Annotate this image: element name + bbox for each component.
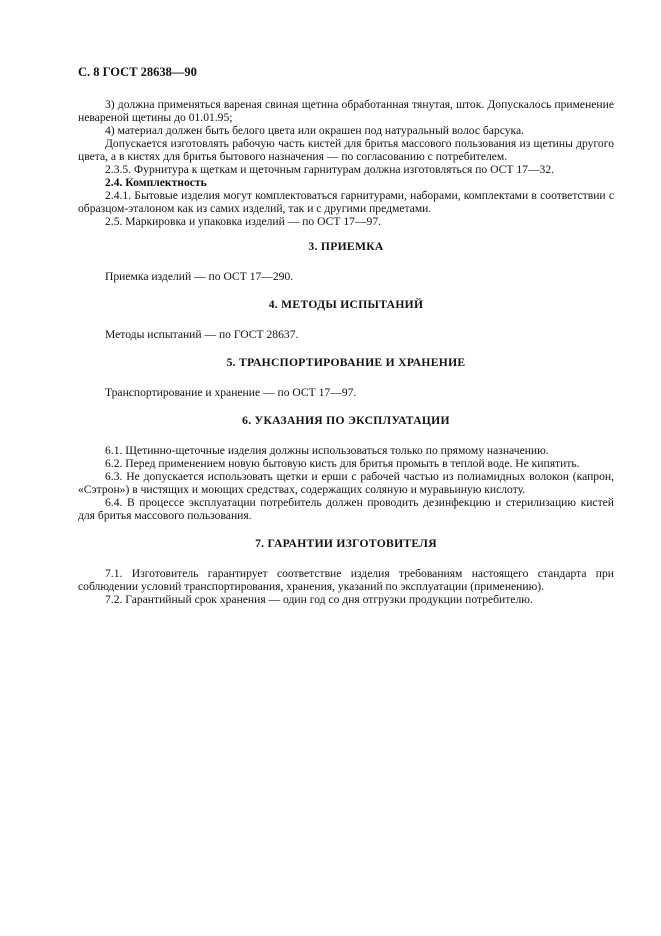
section-heading: 6. УКАЗАНИЯ ПО ЭКСПЛУАТАЦИИ — [242, 414, 450, 427]
section-7-body — [78, 567, 614, 606]
section-heading: 7. ГАРАНТИИ ИЗГОТОВИТЕЛЯ — [255, 537, 437, 550]
paragraph: 2.5. Маркировка и упаковка изделий — по ОСТ 17—97. — [105, 215, 382, 228]
section-heading: 3. ПРИЕМКА — [308, 240, 384, 253]
section-6-body — [78, 444, 614, 522]
paragraph: 6.1. Щетинно-щеточные изделия должны использоваться только по прямому назначению. — [105, 444, 549, 457]
subsection-heading: 2.4. Комплектность — [105, 176, 207, 189]
paragraph: 3) должна применяться вареная свиная щетина обработанная тянутая, шток. Допускалось применение невареной щетины до 01.01.95; — [78, 98, 614, 124]
paragraph: 7.1. Изготовитель гарантирует соответствие изделия требованиям настоящего стандарта при соблюдении условий транспортирования, хранения, указаний по эксплуатации (применению). — [78, 567, 614, 593]
section-heading: 5. ТРАНСПОРТИРОВАНИЕ И ХРАНЕНИЕ — [226, 356, 466, 369]
paragraph: 2.4.1. Бытовые изделия могут комплектоваться гарнитурами, наборами, комплектами в соответствии с образцом-эталоном как из самих изделий, так и с другими предметами. — [78, 189, 614, 215]
paragraph: Допускается изготовлять рабочую часть кистей для бритья массового пользования из щетины другого цвета, а в кистях для бритья бытового назначения — по согласованию с потребителем. — [78, 137, 614, 163]
paragraph: 6.4. В процессе эксплуатации потребитель должен проводить дезинфекцию и стерилизацию кистей для бритья массового пользования. — [78, 496, 614, 522]
paragraph: Приемка изделий — по ОСТ 17—290. — [105, 270, 294, 283]
section-2-continuation — [78, 98, 614, 228]
paragraph: 6.2. Перед применением новую бытовую кисть для бритья промыть в теплой воде. Не кипятить. — [105, 457, 580, 470]
page-header: С. 8 ГОСТ 28638—90 — [78, 65, 197, 79]
document-page — [78, 64, 614, 606]
paragraph: Методы испытаний — по ГОСТ 28637. — [105, 328, 299, 341]
section-heading: 4. МЕТОДЫ ИСПЫТАНИЙ — [268, 298, 424, 311]
paragraph: 2.3.5. Фурнитура к щеткам и щеточным гарнитурам должна изготовляться по ОСТ 17—32. — [105, 163, 555, 176]
paragraph: 6.3. Не допускается использовать щетки и ерши с рабочей частью из полиамидных волокон (капрон, «Сэтрон») в чистящих и моющих средствах, содержащих соляную и муравьиную кислоту. — [78, 470, 614, 496]
paragraph: 7.2. Гарантийный срок хранения — один год со дня отгрузки продукции потребителю. — [105, 593, 533, 606]
paragraph: 4) материал должен быть белого цвета или окрашен под натуральный волос барсука. — [105, 124, 524, 137]
paragraph: Транспортирование и хранение — по ОСТ 17—97. — [105, 386, 357, 399]
